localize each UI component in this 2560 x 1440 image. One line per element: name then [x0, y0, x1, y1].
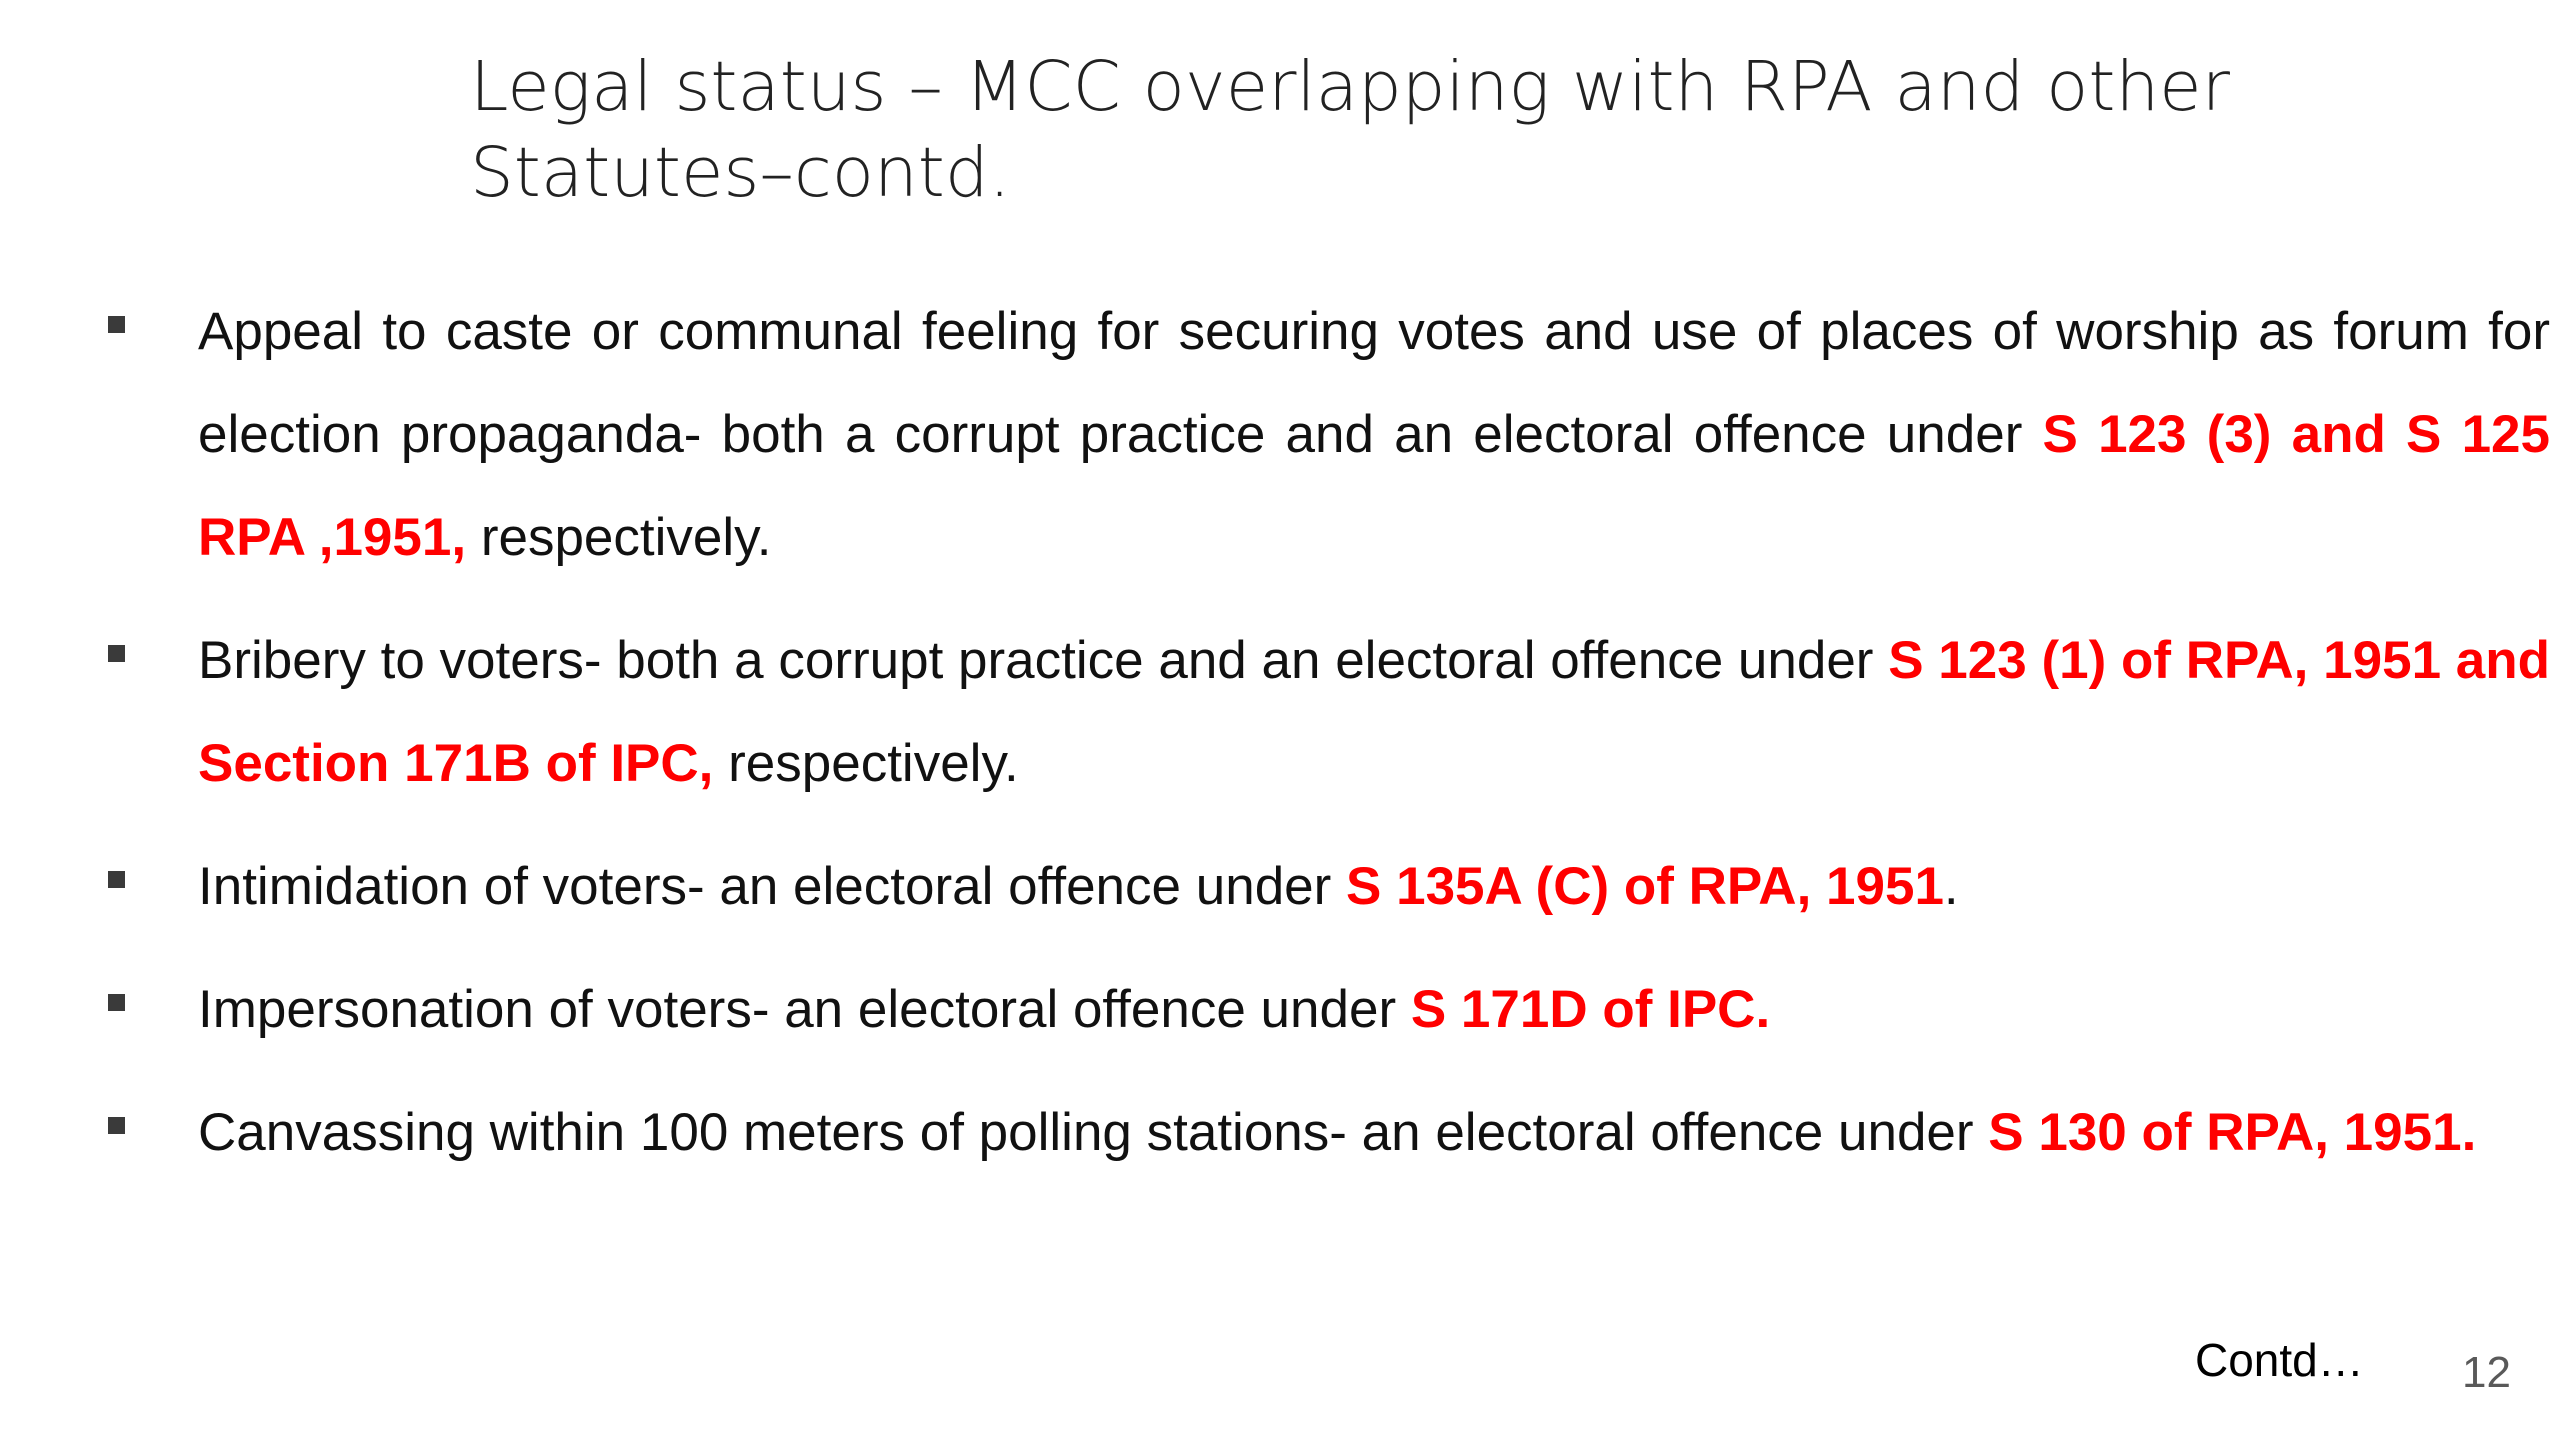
- legal-reference: S 171D of IPC.: [1410, 980, 1771, 1039]
- bullet-item-canvassing: [198, 1081, 2550, 1184]
- legal-reference: S 130 of RPA, 1951.: [1988, 1103, 2477, 1162]
- legal-reference: S 123 (3) and S 125 RPA ,1951,: [198, 405, 2550, 567]
- bullet-text: Appeal to caste or communal feeling for securing votes and use of places of worship as forum for election propaganda- both a corrupt practice and an electoral offence under: [198, 302, 2550, 464]
- square-bullet-icon: [108, 645, 125, 662]
- bullet-suffix: respectively.: [466, 508, 772, 567]
- bullet-item-caste-appeal: [198, 280, 2550, 589]
- bullet-text: Bribery to voters- both a corrupt practice and an electoral offence under: [198, 631, 1889, 690]
- bullet-item-impersonation: [198, 958, 2550, 1061]
- bullet-suffix: .: [1943, 857, 1959, 916]
- bullet-text: Impersonation of voters- an electoral offence under: [198, 980, 1411, 1039]
- slide-title: Legal status – MCC overlapping with RPA and other Statutes–contd.: [470, 47, 2231, 213]
- square-bullet-icon: [108, 871, 125, 888]
- bullet-item-bribery: [198, 609, 2550, 815]
- bullet-item-intimidation: [198, 835, 2550, 938]
- continued-label: Contd…: [2195, 1334, 2364, 1386]
- bullet-text: Intimidation of voters- an electoral offence under: [198, 857, 1347, 916]
- legal-reference: S 123 (1) of RPA, 1951 and Section 171B of IPC,: [198, 631, 2551, 793]
- bullet-suffix: respectively.: [713, 734, 1019, 793]
- page-number: 12: [2462, 1348, 2511, 1397]
- bullet-text: Canvassing within 100 meters of polling stations- an electoral offence under: [198, 1103, 1989, 1162]
- square-bullet-icon: [108, 1117, 125, 1134]
- legal-reference: S 135A (C) of RPA, 1951: [1346, 857, 1944, 916]
- square-bullet-icon: [108, 316, 125, 333]
- square-bullet-icon: [108, 994, 125, 1011]
- bullet-list: [0, 280, 2560, 1204]
